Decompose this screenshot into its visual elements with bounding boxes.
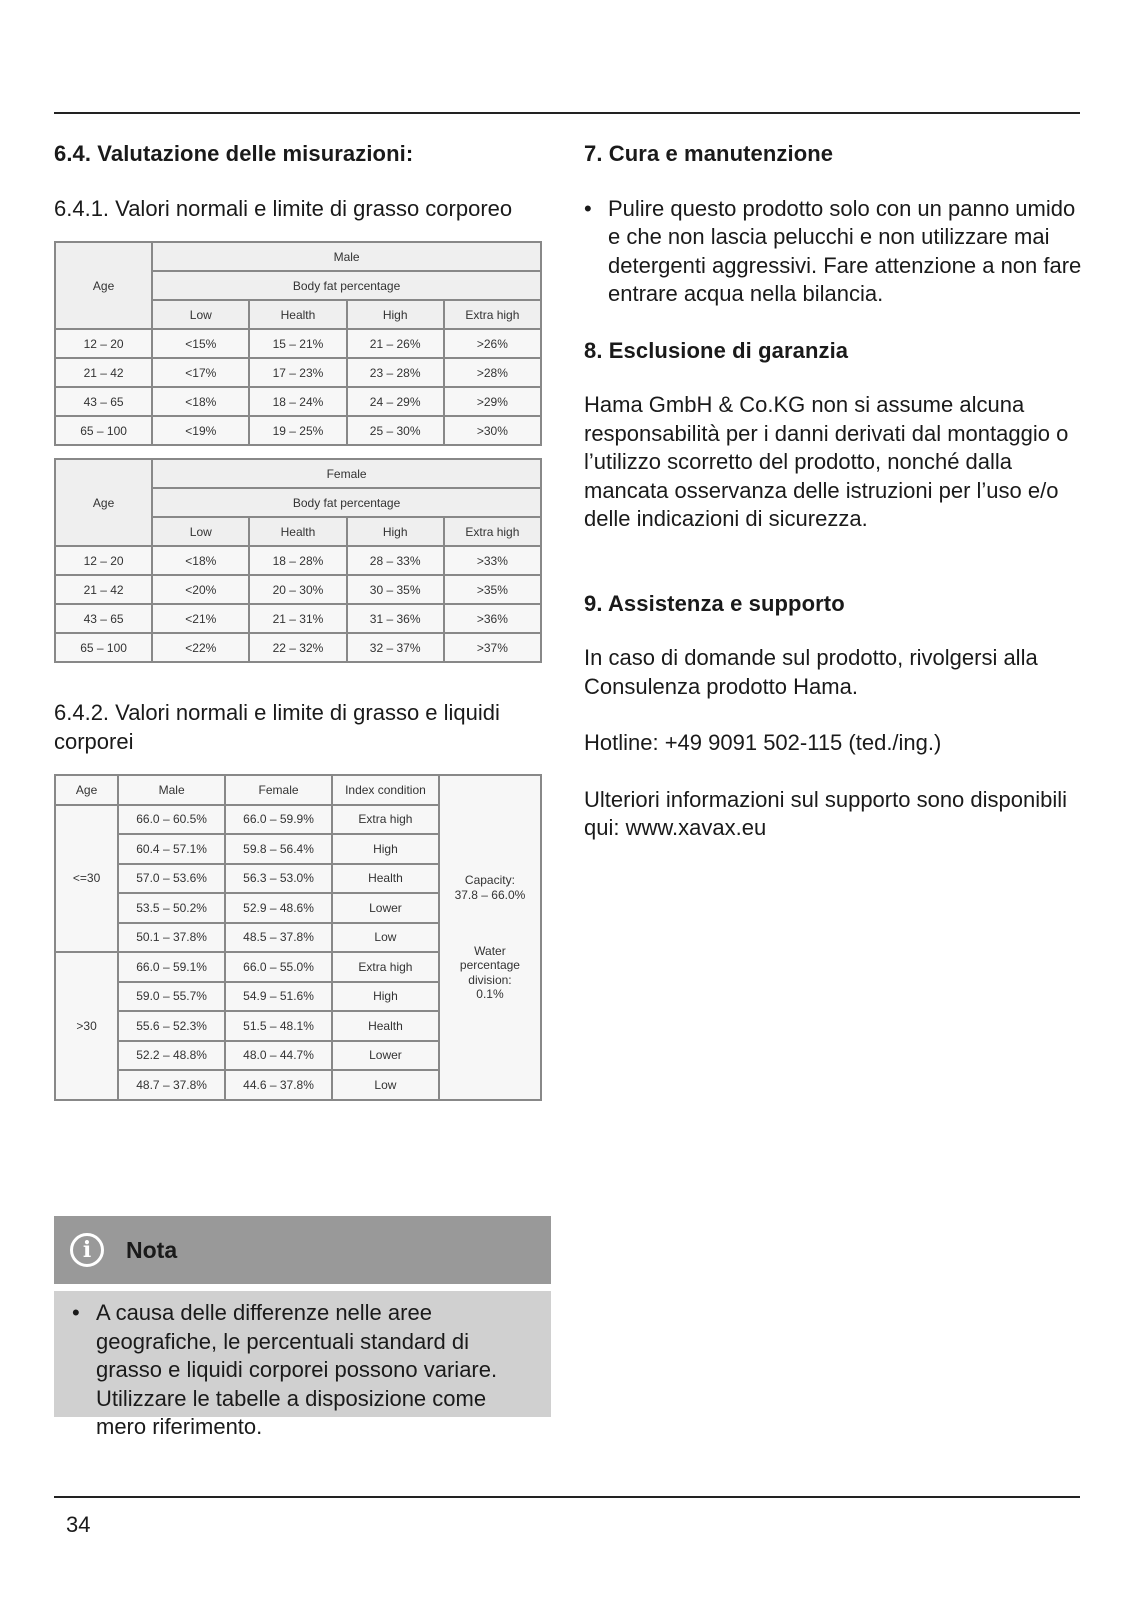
- capacity-label: Capacity:: [464, 873, 515, 888]
- table-cell: 53.5 – 50.2%: [118, 893, 225, 923]
- table-cell: <22%: [152, 633, 249, 662]
- table-cell: Health: [332, 864, 439, 894]
- col-header: Low: [152, 517, 249, 546]
- table-cell: Extra high: [332, 805, 439, 835]
- table-cell: 57.0 – 53.6%: [118, 864, 225, 894]
- bullet: •: [72, 1300, 80, 1325]
- col-header: Low: [152, 300, 249, 329]
- male-group-header: Male: [152, 242, 541, 271]
- water-division-value: 0.1%: [476, 987, 504, 1002]
- right-column: [584, 140, 1084, 843]
- age-group-cell: <=30: [55, 805, 118, 953]
- table-cell: 59.0 – 55.7%: [118, 982, 225, 1012]
- table-cell: Lower: [332, 893, 439, 923]
- table-cell: <18%: [152, 387, 249, 416]
- table-cell: 43 – 65: [55, 387, 152, 416]
- hotline-text: Hotline: +49 9091 502-115 (ted./ing.): [584, 730, 942, 756]
- table-cell: 30 – 35%: [347, 575, 444, 604]
- table-cell: >37%: [444, 633, 541, 662]
- table-cell: 48.0 – 44.7%: [225, 1041, 332, 1071]
- table-cell: Low: [332, 923, 439, 953]
- table-cell: >26%: [444, 329, 541, 358]
- table-cell: 12 – 20: [55, 329, 152, 358]
- col-header: Health: [249, 517, 346, 546]
- table-cell: 59.8 – 56.4%: [225, 834, 332, 864]
- table-cell: 66.0 – 59.9%: [225, 805, 332, 835]
- table-cell: 23 – 28%: [347, 358, 444, 387]
- table-cell: 19 – 25%: [249, 416, 346, 445]
- table-cell: 28 – 33%: [347, 546, 444, 575]
- table-cell: 52.2 – 48.8%: [118, 1041, 225, 1071]
- table-cell: 48.7 – 37.8%: [118, 1070, 225, 1100]
- female-body-fat-table: [54, 458, 542, 663]
- support-info-text: Ulteriori informazioni sul supporto sono disponibili qui: www.xavax.eu: [584, 786, 1068, 841]
- table-cell: 20 – 30%: [249, 575, 346, 604]
- list-item: [584, 195, 1084, 309]
- table-cell: >35%: [444, 575, 541, 604]
- support-text: In caso di domande sul prodotto, rivolgersi alla Consulenza prodotto Hama.: [584, 645, 1038, 699]
- table-cell: 21 – 42: [55, 575, 152, 604]
- section-title-9: 9. Assistenza e supporto: [584, 590, 845, 616]
- table-cell: 21 – 42: [55, 358, 152, 387]
- table-row: [55, 575, 541, 604]
- col-header: Extra high: [444, 517, 541, 546]
- water-label: percentage: [459, 958, 520, 973]
- page-number: 34: [66, 1512, 91, 1537]
- table-row: [55, 358, 541, 387]
- table-cell: 31 – 36%: [347, 604, 444, 633]
- table-cell: 25 – 30%: [347, 416, 444, 445]
- nota-body: [54, 1291, 551, 1439]
- table-cell: Low: [332, 1070, 439, 1100]
- section-title-7: 7. Cura e manutenzione: [584, 141, 834, 166]
- table-cell: 18 – 24%: [249, 387, 346, 416]
- list-item: [72, 1299, 539, 1442]
- left-column: [54, 140, 554, 1101]
- table-cell: 18 – 28%: [249, 546, 346, 575]
- table-cell: High: [332, 982, 439, 1012]
- female-group-header: Female: [152, 459, 541, 488]
- table-cell: 12 – 20: [55, 546, 152, 575]
- table-cell: <20%: [152, 575, 249, 604]
- table-cell: 21 – 26%: [347, 329, 444, 358]
- age-header: Age: [55, 242, 152, 329]
- table-cell: 15 – 21%: [249, 329, 346, 358]
- table-cell: 22 – 32%: [249, 633, 346, 662]
- capacity-range: 37.8 – 66.0%: [454, 887, 526, 902]
- col-header: Extra high: [444, 300, 541, 329]
- subsection-6-4-2: 6.4.2. Valori normali e limite di grasso e liquidi corporei: [54, 700, 500, 754]
- table-cell: 66.0 – 59.1%: [118, 952, 225, 982]
- table-cell: >36%: [444, 604, 541, 633]
- table-cell: 65 – 100: [55, 416, 152, 445]
- water-label: division:: [468, 972, 512, 987]
- table-cell: Health: [332, 1011, 439, 1041]
- table-cell: 50.1 – 37.8%: [118, 923, 225, 953]
- table-cell: >33%: [444, 546, 541, 575]
- table-cell: 65 – 100: [55, 633, 152, 662]
- table-row: [55, 387, 541, 416]
- col-header: High: [347, 300, 444, 329]
- table-cell: 60.4 – 57.1%: [118, 834, 225, 864]
- table-cell: 21 – 31%: [249, 604, 346, 633]
- male-body-fat-table: [54, 241, 542, 446]
- table-cell: <19%: [152, 416, 249, 445]
- top-rule: [54, 112, 1080, 114]
- table-cell: >30%: [444, 416, 541, 445]
- table-cell: 56.3 – 53.0%: [225, 864, 332, 894]
- table-cell: >28%: [444, 358, 541, 387]
- table-row: [55, 604, 541, 633]
- col-header: Health: [249, 300, 346, 329]
- table-cell: 32 – 37%: [347, 633, 444, 662]
- capacity-note-cell: [439, 775, 541, 1100]
- water-label: Water: [474, 943, 506, 958]
- table-cell: <17%: [152, 358, 249, 387]
- care-text: Pulire questo prodotto solo con un panno umido e che non lascia pelucchi e non utilizzare mai detergenti aggressivi. Fare attenzione a non fare entrare acqua nella bilancia.: [608, 195, 1082, 307]
- table-cell: 44.6 – 37.8%: [225, 1070, 332, 1100]
- table-cell: 54.9 – 51.6%: [225, 982, 332, 1012]
- table-row: [55, 546, 541, 575]
- info-icon: i: [70, 1233, 104, 1267]
- subsection-6-4-1: 6.4.1. Valori normali e limite di grasso corporeo: [54, 195, 513, 221]
- nota-header: [54, 1216, 551, 1284]
- table-row: [55, 329, 541, 358]
- nota-title: Nota: [126, 1236, 178, 1263]
- warranty-text: Hama GmbH & Co.KG non si assume alcuna responsabilità per i danni derivati dal montaggio o l’utilizzo scorretto del prodotto, nonché dalla mancata osservanza delle istruzioni per l’uso e/o delle indicazioni di sicurezza.: [584, 392, 1069, 532]
- table-cell: 55.6 – 52.3%: [118, 1011, 225, 1041]
- section-title-6-4: 6.4. Valutazione delle misurazioni:: [54, 141, 414, 166]
- table-cell: >29%: [444, 387, 541, 416]
- col-header: High: [347, 517, 444, 546]
- table-cell: 24 – 29%: [347, 387, 444, 416]
- age-group-cell: >30: [55, 952, 118, 1100]
- table-row: [55, 416, 541, 445]
- table-cell: 51.5 – 48.1%: [225, 1011, 332, 1041]
- body-fat-subheader: Body fat percentage: [152, 488, 541, 517]
- table-cell: 66.0 – 55.0%: [225, 952, 332, 982]
- col-header: Index condition: [332, 775, 439, 805]
- age-header: Age: [55, 459, 152, 546]
- table-row: [55, 633, 541, 662]
- body-water-table: [54, 774, 542, 1101]
- table-cell: Lower: [332, 1041, 439, 1071]
- table-cell: 17 – 23%: [249, 358, 346, 387]
- table-cell: <18%: [152, 546, 249, 575]
- bottom-rule: [54, 1496, 1080, 1498]
- bullet: •: [584, 195, 592, 221]
- body-fat-subheader: Body fat percentage: [152, 271, 541, 300]
- table-cell: 48.5 – 37.8%: [225, 923, 332, 953]
- table-cell: 52.9 – 48.6%: [225, 893, 332, 923]
- table-cell: High: [332, 834, 439, 864]
- table-cell: 43 – 65: [55, 604, 152, 633]
- table-cell: Extra high: [332, 952, 439, 982]
- table-cell: <15%: [152, 329, 249, 358]
- col-header: Age: [55, 775, 118, 805]
- table-cell: <21%: [152, 604, 249, 633]
- table-cell: 66.0 – 60.5%: [118, 805, 225, 835]
- section-title-8: 8. Esclusione di garanzia: [584, 337, 849, 363]
- nota-text: A causa delle differenze nelle aree geografiche, le percentuali standard di grasso e liquidi corporei possono variare. Utilizzare le tabelle a disposizione come mero riferimento.: [96, 1300, 498, 1439]
- col-header: Male: [118, 775, 225, 805]
- col-header: Female: [225, 775, 332, 805]
